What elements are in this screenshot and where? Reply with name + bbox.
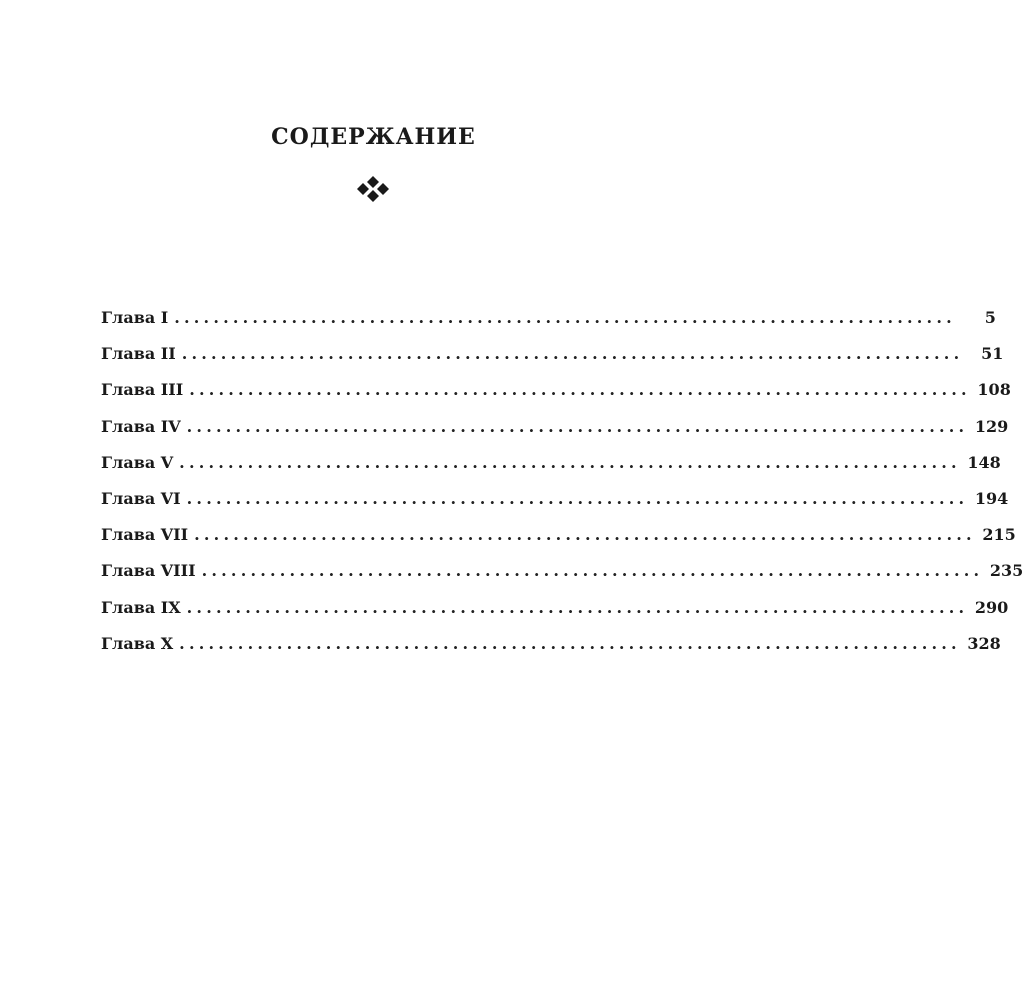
- toc-entry[interactable]: [101, 344, 1004, 380]
- toc-entry[interactable]: [101, 488, 1009, 525]
- toc-entry-page: 235: [989, 561, 1023, 581]
- toc-leader-dots: ................................................................................: [186, 597, 969, 617]
- table-of-contents: [101, 308, 1023, 670]
- toc-leader-dots: ................................................................................: [186, 416, 969, 436]
- toc-entry-label: Глава V: [101, 452, 174, 472]
- toc-entry-page: 5: [984, 308, 996, 327]
- toc-entry[interactable]: [101, 561, 1023, 597]
- toc-leader-dots: ................................................................................: [181, 344, 964, 364]
- toc-entry-label: Глава X: [101, 633, 174, 653]
- toc-entry-page: 51: [981, 344, 1004, 364]
- toc-leader-dots: ................................................................................: [189, 380, 971, 400]
- toc-leader-dots: ................................................................................: [174, 308, 956, 327]
- toc-leader-dots: ................................................................................: [186, 488, 969, 508]
- toc-entry-label: Глава III: [101, 380, 184, 400]
- toc-entry-page: 215: [982, 525, 1016, 545]
- toc-entry-label: Глава VII: [101, 525, 189, 545]
- toc-entry-label: Глава I: [101, 308, 169, 327]
- toc-entry[interactable]: [101, 416, 1009, 453]
- toc-leader-dots: ................................................................................: [194, 525, 976, 545]
- toc-entry[interactable]: [101, 308, 996, 344]
- toc-entry-label: Глава VI: [101, 488, 181, 508]
- toc-entry[interactable]: [101, 380, 1011, 416]
- toc-leader-dots: ................................................................................: [201, 561, 984, 581]
- toc-entry-page: 194: [974, 488, 1009, 508]
- four-diamond-ornament-icon: [356, 175, 390, 203]
- toc-entry-label: Глава VIII: [101, 561, 196, 581]
- toc-entry[interactable]: [101, 525, 1016, 561]
- toc-leader-dots: ................................................................................: [179, 633, 961, 653]
- toc-entry-page: 108: [977, 380, 1011, 400]
- toc-leader-dots: ................................................................................: [179, 452, 961, 472]
- page-title: СОДЕРЖАНИЕ: [271, 124, 476, 150]
- toc-entry-page: 328: [967, 633, 1001, 653]
- toc-entry-label: Глава II: [101, 344, 176, 364]
- toc-entry[interactable]: [101, 633, 1001, 670]
- toc-entry-page: 129: [974, 416, 1009, 436]
- toc-entry-label: Глава IV: [101, 416, 181, 436]
- toc-entry[interactable]: [101, 597, 1009, 634]
- toc-entry-page: 148: [967, 452, 1001, 472]
- toc-entry-page: 290: [974, 597, 1009, 617]
- toc-entry[interactable]: [101, 452, 1001, 489]
- toc-entry-label: Глава IX: [101, 597, 181, 617]
